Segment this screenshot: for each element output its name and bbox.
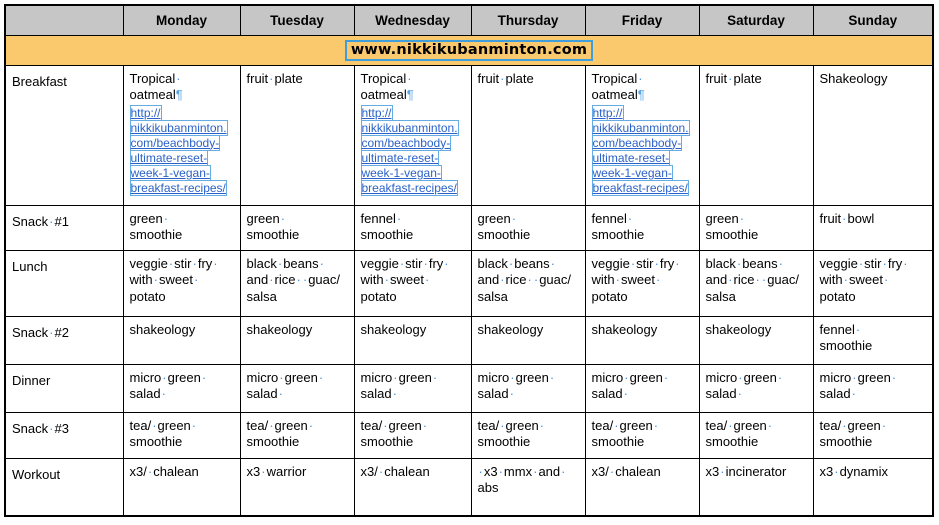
- space-mark: ·: [883, 272, 889, 288]
- cell-text: fruit·plate: [477, 71, 534, 86]
- cell-text: micro·green· salad·: [129, 370, 207, 402]
- cell-text: veggie·stir·fry· with·sweet· potato: [129, 256, 218, 304]
- space-mark: ·: [834, 464, 839, 479]
- meal-cell: [813, 459, 933, 516]
- meal-cell: [813, 66, 933, 206]
- cell-text: fennel· smoothie: [819, 322, 873, 354]
- meal-cell: [471, 317, 585, 365]
- cell-text: x3/·chalean: [360, 464, 430, 479]
- banner-row: [5, 36, 933, 66]
- space-mark: ·: [550, 256, 555, 271]
- meal-cell: [471, 66, 585, 206]
- cell-text: fennel· smoothie: [360, 211, 414, 243]
- meal-cell: [699, 365, 813, 413]
- space-mark: ·: [903, 256, 908, 271]
- space-mark: ·: [630, 256, 636, 271]
- space-mark: ·: [655, 272, 661, 288]
- space-mark: ·: [319, 256, 324, 271]
- meal-cell: [813, 206, 933, 251]
- cell-text: tea/·green· smoothie: [591, 418, 659, 450]
- meal-cell: [813, 365, 933, 413]
- space-mark: ·: [755, 272, 760, 288]
- meal-cell: [240, 413, 354, 459]
- space-mark: ·: [663, 370, 669, 385]
- space-mark: ·: [627, 211, 633, 226]
- space-mark: ·: [161, 386, 166, 402]
- cell-text: fennel· smoothie: [591, 211, 645, 243]
- cell-text: shakeology: [129, 322, 196, 337]
- recipe-link-line[interactable]: http://: [361, 105, 392, 120]
- meal-cell: [471, 206, 585, 251]
- space-mark: ·: [384, 272, 389, 288]
- meal-plan-table: [4, 4, 934, 517]
- cell-text: tea/·green· smoothie: [246, 418, 314, 450]
- cell-text: ·x3·mmx·and· abs: [477, 464, 566, 496]
- space-mark: ·: [407, 71, 412, 86]
- space-mark: ·: [891, 370, 897, 385]
- space-mark: ·: [269, 418, 274, 433]
- recipe-link[interactable]: [130, 105, 238, 196]
- recipe-link-line[interactable]: week-1-vegan-: [592, 165, 672, 180]
- space-mark: ·: [624, 370, 629, 385]
- pilcrow-mark: ¶: [175, 87, 183, 103]
- space-mark: ·: [653, 418, 659, 433]
- meal-cell: [354, 459, 471, 516]
- space-mark: ·: [842, 418, 847, 433]
- space-mark: ·: [738, 370, 743, 385]
- space-mark: ·: [739, 211, 745, 226]
- space-mark: ·: [500, 418, 505, 433]
- space-mark: ·: [396, 211, 402, 226]
- meal-cell: [813, 413, 933, 459]
- meal-cell: [699, 459, 813, 516]
- recipe-link-line[interactable]: ultimate-reset-: [592, 150, 670, 165]
- meal-cell: [813, 317, 933, 365]
- recipe-link-line[interactable]: ultimate-reset-: [130, 150, 208, 165]
- cell-text: green· smoothie: [246, 211, 300, 243]
- meal-cell: [354, 251, 471, 317]
- cell-text: x3·dynamix: [819, 464, 888, 479]
- meal-cell: [123, 66, 240, 206]
- cell-text: tea/·green· smoothie: [129, 418, 197, 450]
- space-mark: ·: [777, 370, 783, 385]
- cell-text: tea/·green· smoothie: [477, 418, 545, 450]
- space-mark: ·: [843, 272, 848, 288]
- space-mark: ·: [509, 386, 514, 402]
- cell-text: black·beans· and·rice· ·guac/ salsa: [246, 256, 340, 304]
- day-header-sunday: Sunday: [813, 5, 933, 36]
- cell-text: Tropical· oatmeal¶: [360, 71, 414, 103]
- table-row: [5, 365, 933, 413]
- cell-text: veggie·stir·fry· with·sweet· potato: [819, 256, 908, 304]
- meal-cell: [585, 317, 699, 365]
- space-mark: ·: [767, 418, 773, 433]
- table-row: [5, 413, 933, 459]
- meal-cell: [471, 365, 585, 413]
- cell-text: black·beans· and·rice· ·guac/ salsa: [477, 256, 571, 304]
- recipe-link-line[interactable]: nikkikubanminton.: [361, 120, 458, 135]
- cell-text: x3/·chalean: [129, 464, 199, 479]
- space-mark: ·: [500, 71, 505, 86]
- space-mark: ·: [510, 370, 515, 385]
- space-mark: ·: [49, 214, 54, 229]
- space-mark: ·: [527, 272, 532, 288]
- space-mark: ·: [842, 211, 847, 226]
- space-mark: ·: [423, 256, 428, 271]
- cell-text: micro·green· salad·: [591, 370, 669, 402]
- meal-cell: [240, 317, 354, 365]
- recipe-link-line[interactable]: week-1-vegan-: [361, 165, 441, 180]
- cell-text: veggie·stir·fry· with·sweet· potato: [591, 256, 680, 304]
- space-mark: ·: [855, 322, 861, 337]
- corner-cell: [5, 5, 123, 36]
- space-mark: ·: [193, 272, 199, 288]
- meal-cell: [240, 206, 354, 251]
- space-mark: ·: [191, 418, 197, 433]
- row-label: Lunch: [5, 251, 123, 317]
- cell-text: tea/·green· smoothie: [705, 418, 773, 450]
- space-mark: ·: [728, 418, 733, 433]
- space-mark: ·: [147, 464, 153, 479]
- space-mark: ·: [614, 418, 619, 433]
- space-mark: ·: [638, 71, 643, 86]
- space-mark: ·: [392, 386, 397, 402]
- cell-text: micro·green· salad·: [246, 370, 324, 402]
- recipe-link-line[interactable]: breakfast-recipes/: [361, 180, 457, 195]
- space-mark: ·: [176, 71, 181, 86]
- space-mark: ·: [728, 71, 733, 86]
- row-label: Snack·#3: [5, 413, 123, 459]
- space-mark: ·: [432, 370, 438, 385]
- space-mark: ·: [623, 386, 628, 402]
- day-header-saturday: Saturday: [699, 5, 813, 36]
- space-mark: ·: [213, 256, 218, 271]
- recipe-link-line[interactable]: com/beachbody-: [130, 135, 220, 150]
- cell-text: black·beans· and·rice· ·guac/ salsa: [705, 256, 799, 304]
- meal-cell: [123, 251, 240, 317]
- space-mark: ·: [280, 211, 286, 226]
- day-header-monday: Monday: [123, 5, 240, 36]
- day-header-thursday: Thursday: [471, 5, 585, 36]
- table-body: [5, 36, 933, 516]
- recipe-link-line[interactable]: week-1-vegan-: [130, 165, 210, 180]
- meal-cell: [123, 317, 240, 365]
- meal-cell: [471, 413, 585, 459]
- meal-cell: [240, 459, 354, 516]
- meal-cell: [123, 413, 240, 459]
- space-mark: ·: [539, 418, 545, 433]
- header-row: [5, 5, 933, 36]
- cell-text: green· smoothie: [129, 211, 183, 243]
- pilcrow-mark: ¶: [637, 87, 645, 103]
- space-mark: ·: [549, 370, 555, 385]
- space-mark: ·: [615, 272, 620, 288]
- meal-cell: [585, 206, 699, 251]
- meal-cell: [585, 459, 699, 516]
- cell-text: x3/·chalean: [591, 464, 661, 479]
- meal-cell: [699, 413, 813, 459]
- row-label: Snack·#2: [5, 317, 123, 365]
- table-row: [5, 251, 933, 317]
- space-mark: ·: [609, 464, 615, 479]
- space-mark: ·: [163, 211, 169, 226]
- space-mark: ·: [162, 370, 167, 385]
- space-mark: ·: [393, 370, 398, 385]
- space-mark: ·: [201, 370, 207, 385]
- day-header-friday: Friday: [585, 5, 699, 36]
- recipe-link-line[interactable]: com/beachbody-: [361, 135, 451, 150]
- recipe-link[interactable]: [592, 105, 697, 196]
- space-mark: ·: [737, 386, 742, 402]
- space-mark: ·: [168, 256, 174, 271]
- space-mark: ·: [261, 464, 266, 479]
- cell-text: fruit·plate: [246, 71, 303, 86]
- space-mark: ·: [277, 256, 283, 271]
- meal-cell: [123, 459, 240, 516]
- meal-cell: [699, 66, 813, 206]
- space-mark: ·: [279, 370, 284, 385]
- meal-cell: [585, 66, 699, 206]
- space-mark: ·: [152, 418, 157, 433]
- meal-cell: [585, 365, 699, 413]
- space-mark: ·: [728, 272, 733, 288]
- space-mark: ·: [498, 464, 503, 479]
- recipe-link-line[interactable]: nikkikubanminton.: [130, 120, 227, 135]
- space-mark: ·: [720, 464, 725, 479]
- space-mark: ·: [561, 464, 566, 479]
- recipe-link-line[interactable]: http://: [130, 105, 161, 120]
- recipe-link-line[interactable]: com/beachbody-: [592, 135, 682, 150]
- recipe-link-line[interactable]: ultimate-reset-: [361, 150, 439, 165]
- meal-cell: [354, 66, 471, 206]
- space-mark: ·: [511, 211, 517, 226]
- row-label: Snack·#1: [5, 206, 123, 251]
- space-mark: ·: [500, 272, 505, 288]
- cell-text: shakeology: [705, 322, 772, 337]
- space-mark: ·: [858, 256, 864, 271]
- cell-text: fruit·plate: [705, 71, 762, 86]
- row-label: Breakfast: [5, 66, 123, 206]
- cell-text: shakeology: [246, 322, 313, 337]
- space-mark: ·: [851, 386, 856, 402]
- space-mark: ·: [308, 418, 314, 433]
- meal-cell: [240, 251, 354, 317]
- space-mark: ·: [378, 464, 384, 479]
- table-row: [5, 206, 933, 251]
- space-mark: ·: [269, 272, 274, 288]
- space-mark: ·: [778, 256, 783, 271]
- cell-text: x3·incinerator: [705, 464, 787, 479]
- space-mark: ·: [654, 256, 659, 271]
- space-mark: ·: [383, 418, 388, 433]
- space-mark: ·: [399, 256, 405, 271]
- space-mark: ·: [192, 256, 197, 271]
- meal-cell: [813, 251, 933, 317]
- space-mark: ·: [882, 256, 887, 271]
- meal-cell: [699, 206, 813, 251]
- space-mark: ·: [508, 256, 514, 271]
- cell-text: shakeology: [477, 322, 544, 337]
- space-mark: ·: [881, 418, 887, 433]
- space-mark: ·: [278, 386, 283, 402]
- cell-text: green· smoothie: [705, 211, 759, 243]
- cell-text: micro·green· salad·: [360, 370, 438, 402]
- table-row: [5, 66, 933, 206]
- recipe-link-line[interactable]: breakfast-recipes/: [130, 180, 226, 195]
- cell-text: tea/·green· smoothie: [819, 418, 887, 450]
- meal-cell: [354, 317, 471, 365]
- space-mark: ·: [533, 272, 539, 288]
- cell-text: green· smoothie: [477, 211, 531, 243]
- cell-text: Shakeology: [819, 71, 888, 86]
- space-mark: ·: [736, 256, 742, 271]
- space-mark: ·: [49, 325, 54, 340]
- space-mark: ·: [675, 256, 680, 271]
- recipe-link-line[interactable]: breakfast-recipes/: [592, 180, 688, 195]
- site-banner: [5, 36, 933, 66]
- pilcrow-mark: ¶: [406, 87, 414, 103]
- meal-cell: [354, 413, 471, 459]
- space-mark: ·: [296, 272, 301, 288]
- meal-cell: [471, 251, 585, 317]
- meal-cell: [240, 66, 354, 206]
- meal-cell: [699, 251, 813, 317]
- cell-text: Tropical· oatmeal¶: [129, 71, 183, 103]
- space-mark: ·: [533, 464, 538, 479]
- cell-text: shakeology: [591, 322, 658, 337]
- meal-cell: [354, 365, 471, 413]
- cell-text: x3·warrior: [246, 464, 307, 479]
- meal-cell: [585, 413, 699, 459]
- table-row: [5, 317, 933, 365]
- recipe-link-line[interactable]: http://: [592, 105, 623, 120]
- site-url-link[interactable]: www.nikkikubanminton.com: [345, 40, 593, 61]
- space-mark: ·: [424, 272, 430, 288]
- space-mark: ·: [478, 464, 483, 479]
- cell-text: micro·green· salad·: [819, 370, 897, 402]
- meal-cell: [354, 206, 471, 251]
- row-label: Workout: [5, 459, 123, 516]
- space-mark: ·: [852, 370, 857, 385]
- row-label: Dinner: [5, 365, 123, 413]
- space-mark: ·: [318, 370, 324, 385]
- cell-text: veggie·stir·fry· with·sweet· potato: [360, 256, 449, 304]
- meal-cell: [585, 251, 699, 317]
- table-row: [5, 459, 933, 516]
- recipe-link-line[interactable]: nikkikubanminton.: [592, 120, 689, 135]
- meal-cell: [471, 459, 585, 516]
- cell-text: tea/·green· smoothie: [360, 418, 428, 450]
- space-mark: ·: [444, 256, 449, 271]
- meal-cell: [123, 365, 240, 413]
- space-mark: ·: [761, 272, 767, 288]
- meal-cell: [123, 206, 240, 251]
- meal-cell: [699, 317, 813, 365]
- cell-text: fruit·bowl: [819, 211, 875, 226]
- day-header-tuesday: Tuesday: [240, 5, 354, 36]
- cell-text: shakeology: [360, 322, 427, 337]
- meal-cell: [240, 365, 354, 413]
- space-mark: ·: [422, 418, 428, 433]
- space-mark: ·: [269, 71, 274, 86]
- cell-text: micro·green· salad·: [477, 370, 555, 402]
- space-mark: ·: [49, 421, 54, 436]
- cell-text: micro·green· salad·: [705, 370, 783, 402]
- space-mark: ·: [153, 272, 158, 288]
- space-mark: ·: [302, 272, 308, 288]
- recipe-link[interactable]: [361, 105, 469, 196]
- cell-text: Tropical· oatmeal¶: [591, 71, 645, 103]
- day-header-wednesday: Wednesday: [354, 5, 471, 36]
